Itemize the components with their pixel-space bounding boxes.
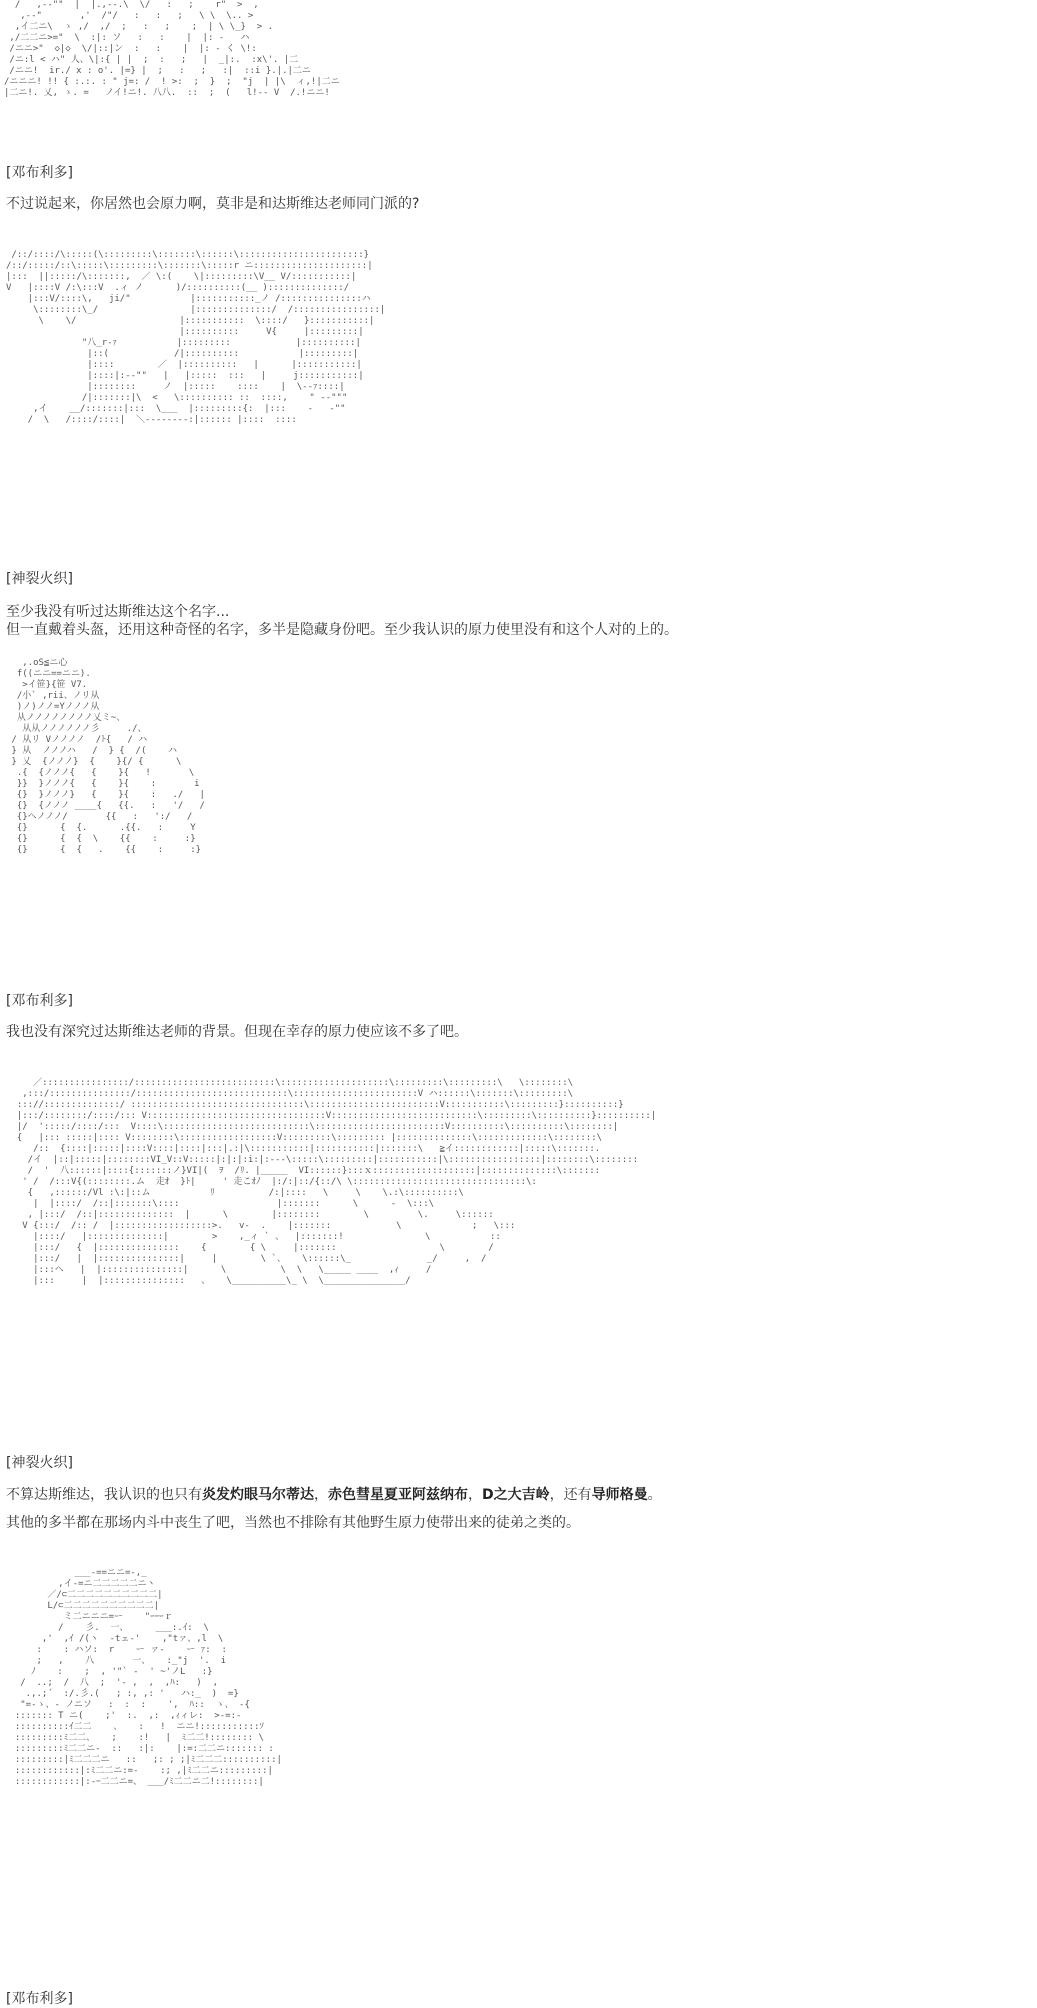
speaker-label: [神裂火织] (6, 1455, 73, 1471)
ascii-art-dumbledore: ,.oS≦ニ心 f((ニニ==ニニ). >イ笹}{笹 V7. /小` ,rii、ノリ从 )ノ)ノノ=Yノノノ从 从ノノノノノノノノ乂ミ~、 从从ノノノノノノ彡 ./、 / 从リ Vノノノノ /ﾄ{ / ハ } 从 ノノノハ / } { /( ハ } 乂 {ノノノ} { }{/ { \ .{ {ノノノ{ { }{ ! \ }} }ノノノ{ { }{ : i {} }ノノノ} { }{ : ./ | {} {ノノノ ____{ {{. : '/ / {}ヘノノノ/ {{ : ':/ / {} { {. .{{. : Y {} { { \ {{ : :} {} { { . {{ : :} (11, 658, 205, 855)
bold-name-text: D之大吉岭 (482, 1487, 550, 1503)
dialogue-line (6, 1023, 468, 1041)
speaker-label: [邓布利多] (6, 1991, 73, 2007)
dialogue-text: ， (468, 1487, 482, 1503)
dialogue-line (6, 1486, 662, 1504)
dialogue-text: ，还有 (549, 1487, 592, 1503)
ascii-art-dumbledore-bottom: ___-==ニニ=-,_ ,イ-=ニ二二二二二ニヽ ／/⊂二二二二二二二二二二| L/⊂二二二二二二二二二二| ミ二ニニニ=ー "ｰｰｰｒ / 彡. 一、 ___:.ｲ: \ ,' ,ｲ /(ヽ -tェ-' ,"tァ、,l \ : : ハソ: r ー ァ- ー ｧ: : ; , 八 一、 :_"j '. i ﾉ : ; , '"` - ' ~'ノL :} / ..; / 八 ; '- , , ,ﾊ: ) , .,.;´ :/.彡.( ; :, ,: ' ハ:_ ) =} "=-ゝ、- ノニソ : : : ', ﾊ:: ゝ、 -{ ::::::: T ニ( ;' :. ,: ,ｨィレ: >-=:- ::::::::::ｲ二二 、 : ! ニニ!:::::::::::ｿ :::::::::ﾐ二二、 ; :! | ﾐ二二!:::::::: \ :::::::::ﾐ二二ニ- :: :|: |:=:二二ニ::::::: : :::::::::|ﾐ二二二ニ :: ;: ; ;|ﾐ二二二::::::::::| ::::::::::::|:ﾐ二二ニ:=- :; ,|ﾐ二二ニ:::::::::| ::::::::::::|:-ｰ二二ニ=、 ___/ﾐ二二ニ二!::::::::| (14, 1568, 282, 1787)
dialogue-text: 。 (647, 1487, 662, 1503)
ascii-art-kanzaki-closeup: ／::::::::::::::::/::::::::::::::::::::::::::\::::::::::::::::::::\:::::::::\:::::::::\ \::::::::\ ,:::/:::::::::::::::/::::::::::::::::::::::::::::\:::::::::::::::::::::::V ハ::::::\:::::::\:::::::::\ ::://::::::::::::::/ ::::::::::::::::::::::::::::::::\::::::::::::::::::::::::V:::::::::::\:::::::::}::::::::::} |:::/::::::::/::::/::: V:::::::::::::::::::::::::::::::::V:::::::::::::::::::::::::::\:::::::::\::::::::::}::::::::::| |/ ':::::/::::/::: V::::\:::::::::::::::::::::::::::\::::::::::::::::::::::::V::::::::::\::::::::::\::::::::| { |::: :::::|:::: V::::::::\::::::::::::::::::V:::::::::\::::::::: |::::::::::::::\:::::::::::::\::::::::\ /:: {::::|:::::|::::V::::|::::|:::|.:|\:::::::::::|:::::::::::|:::::::\ ≧イ::::::::::::|:::::\:::::::. /イ |::|:::::|::::::::VI_V::V:::::|:|:|:i:|:---\:::::\:::::::::|:::::::::::|\:::::::::::::::::|::::::::\:::::::: / ' 八::::::|::::{:::::::ノ}VI|( ｦ /ﾘ. |_____ VI::::::}:::ｘ:::::::::::::::::::|::::::::::::::\::::::: ' / /:::V{(::::::::.ム 走ｵ }ﾄ| ' 走こｵﾉ |:/:|::/{::/\ \::::::::::::::::::::::::::::::::\: { ,::::::/Vl :\:|::ム ﾘ /:|:::: \ \ \.:\::::::::::\ | |::::/ /::|:::::::\:::: |::::::: \ ‐ \:::\ , |:::/ /::|:::::::::::::: | \ |:::::::: \ \. \:::::: V {:::/ /:: / |::::::::::::::::::>. v- . |::::::: \ ; \::: |::::/ |::::::::::::::| > ,_ィ ` 、 |:::::::! \ :: |:::/ { |::::::::::::::: { { \ |::::::: \ / |:::/ | |:::::::::::::::| | \ `、 \::::::\_ _/ , / |:::ヘ | |:::::::::::::::| \ \ \ \_____ ____ ,ｨ / |::: | |::::::::::::::: 、 \__________\_ \ \_______________/ (16, 1078, 657, 1286)
speaker-label: [邓布利多] (6, 165, 73, 181)
dialogue-line (6, 621, 678, 639)
dialogue-text: 我也没有深究过达斯维达老师的背景。但现在幸存的原力使应该不多了吧。 (6, 1024, 468, 1040)
bold-name-text: 赤色彗星夏亚阿兹纳布 (328, 1487, 468, 1503)
speaker-label: [邓布利多] (6, 993, 73, 1009)
ascii-art-dumbledore-top: / ,--"" | |.,--.\ \/ : ; r" > , ,--" ,' /"/ : : ; \ \ \.. > ,イ二ニ\ ゝ ,/ ,/ ; : ; ; | \ \_} > . ,/二二ニ>=" \ :|: ソ : : | |: - ハ /ニニ>" ◇|◇ \/|::|ン : : | |: - く \!: /ニ:l < ハ" 人、\|:{ | | ; : ; | _|:. :x\'. |二 /ニニ! ir./ x : o'. |=} | ; : ; :| ::i }.|.|二ニ /ニニニ! !! { :.:. : " j=: / ! >: ; } ; "j | |\ ィ,!|二ニ |二ニ!. 乂, ゝ. = ノイ!ニ!. 八八. :: ; ( l!-- V /.!ニニ! (4, 0, 340, 98)
bold-name-text: 炎发灼眼马尔蒂达 (202, 1487, 314, 1503)
dialogue-text: 但一直戴着头盔，还用这种奇怪的名字，多半是隐藏身份吧。至少我认识的原力使里没有和这个人对的上的。 (6, 622, 678, 638)
dialogue-line (6, 195, 419, 213)
dialogue-text: 其他的多半都在那场内斗中丧生了吧，当然也不排除有其他野生原力使带出来的徒弟之类的。 (6, 1515, 580, 1531)
dialogue-text: ， (314, 1487, 328, 1503)
dialogue-line (6, 603, 229, 621)
ascii-art-kanzaki: /::/::::/\:::::(\:::::::::\:::::::\::::::\:::::::::::::::::::::::} /::/:::::/::\:::::\:::::::::\:::::::\:::::r ニ:::::::::::::::::::::| |::: ||:::::/\:::::::, ／ \:( \|:::::::::\V__ V/:::::::::::| V |::::V /:\:::V .ィ ノ )/::::::::::(__ )::::::::::::::/ |:::V/::::\, ji/" |:::::::::::_ノ /:::::::::::::::ハ \::::::::\_/ |::::::::::::::/ /::::::::::::::::| \ \/ |::::::::::: \::::/ }:::::::::::| |:::::::::: V{ |:::::::::| "八_r-ｧ |::::::::: |::::::::::| |::( /|:::::::::: |:::::::::| |:::: ／ |:::::::::: | |:::::::::::| |::::|:--"" | |::::: ::: | j:::::::::::| |:::::::: ノ |::::: :::: | \--ｧ::::| /|:::::::|\ < \:::::::::: :: ::::, " --""" ,イ __/:::::::|::: \___ |:::::::::{: |::: - -"" / \ /::::/::::| ＼--------:|:::::: |:::: :::: (6, 250, 386, 425)
bold-name-text: 导师格曼 (591, 1487, 648, 1503)
dialogue-text: 不过说起来，你居然也会原力啊，莫非是和达斯维达老师同门派的? (6, 196, 420, 212)
dialogue-line (6, 1514, 580, 1532)
dialogue-text: 至少我没有听过达斯维达这个名字... (6, 604, 230, 620)
speaker-label: [神裂火织] (6, 571, 73, 587)
dialogue-text: 不算达斯维达，我认识的也只有 (6, 1487, 202, 1503)
